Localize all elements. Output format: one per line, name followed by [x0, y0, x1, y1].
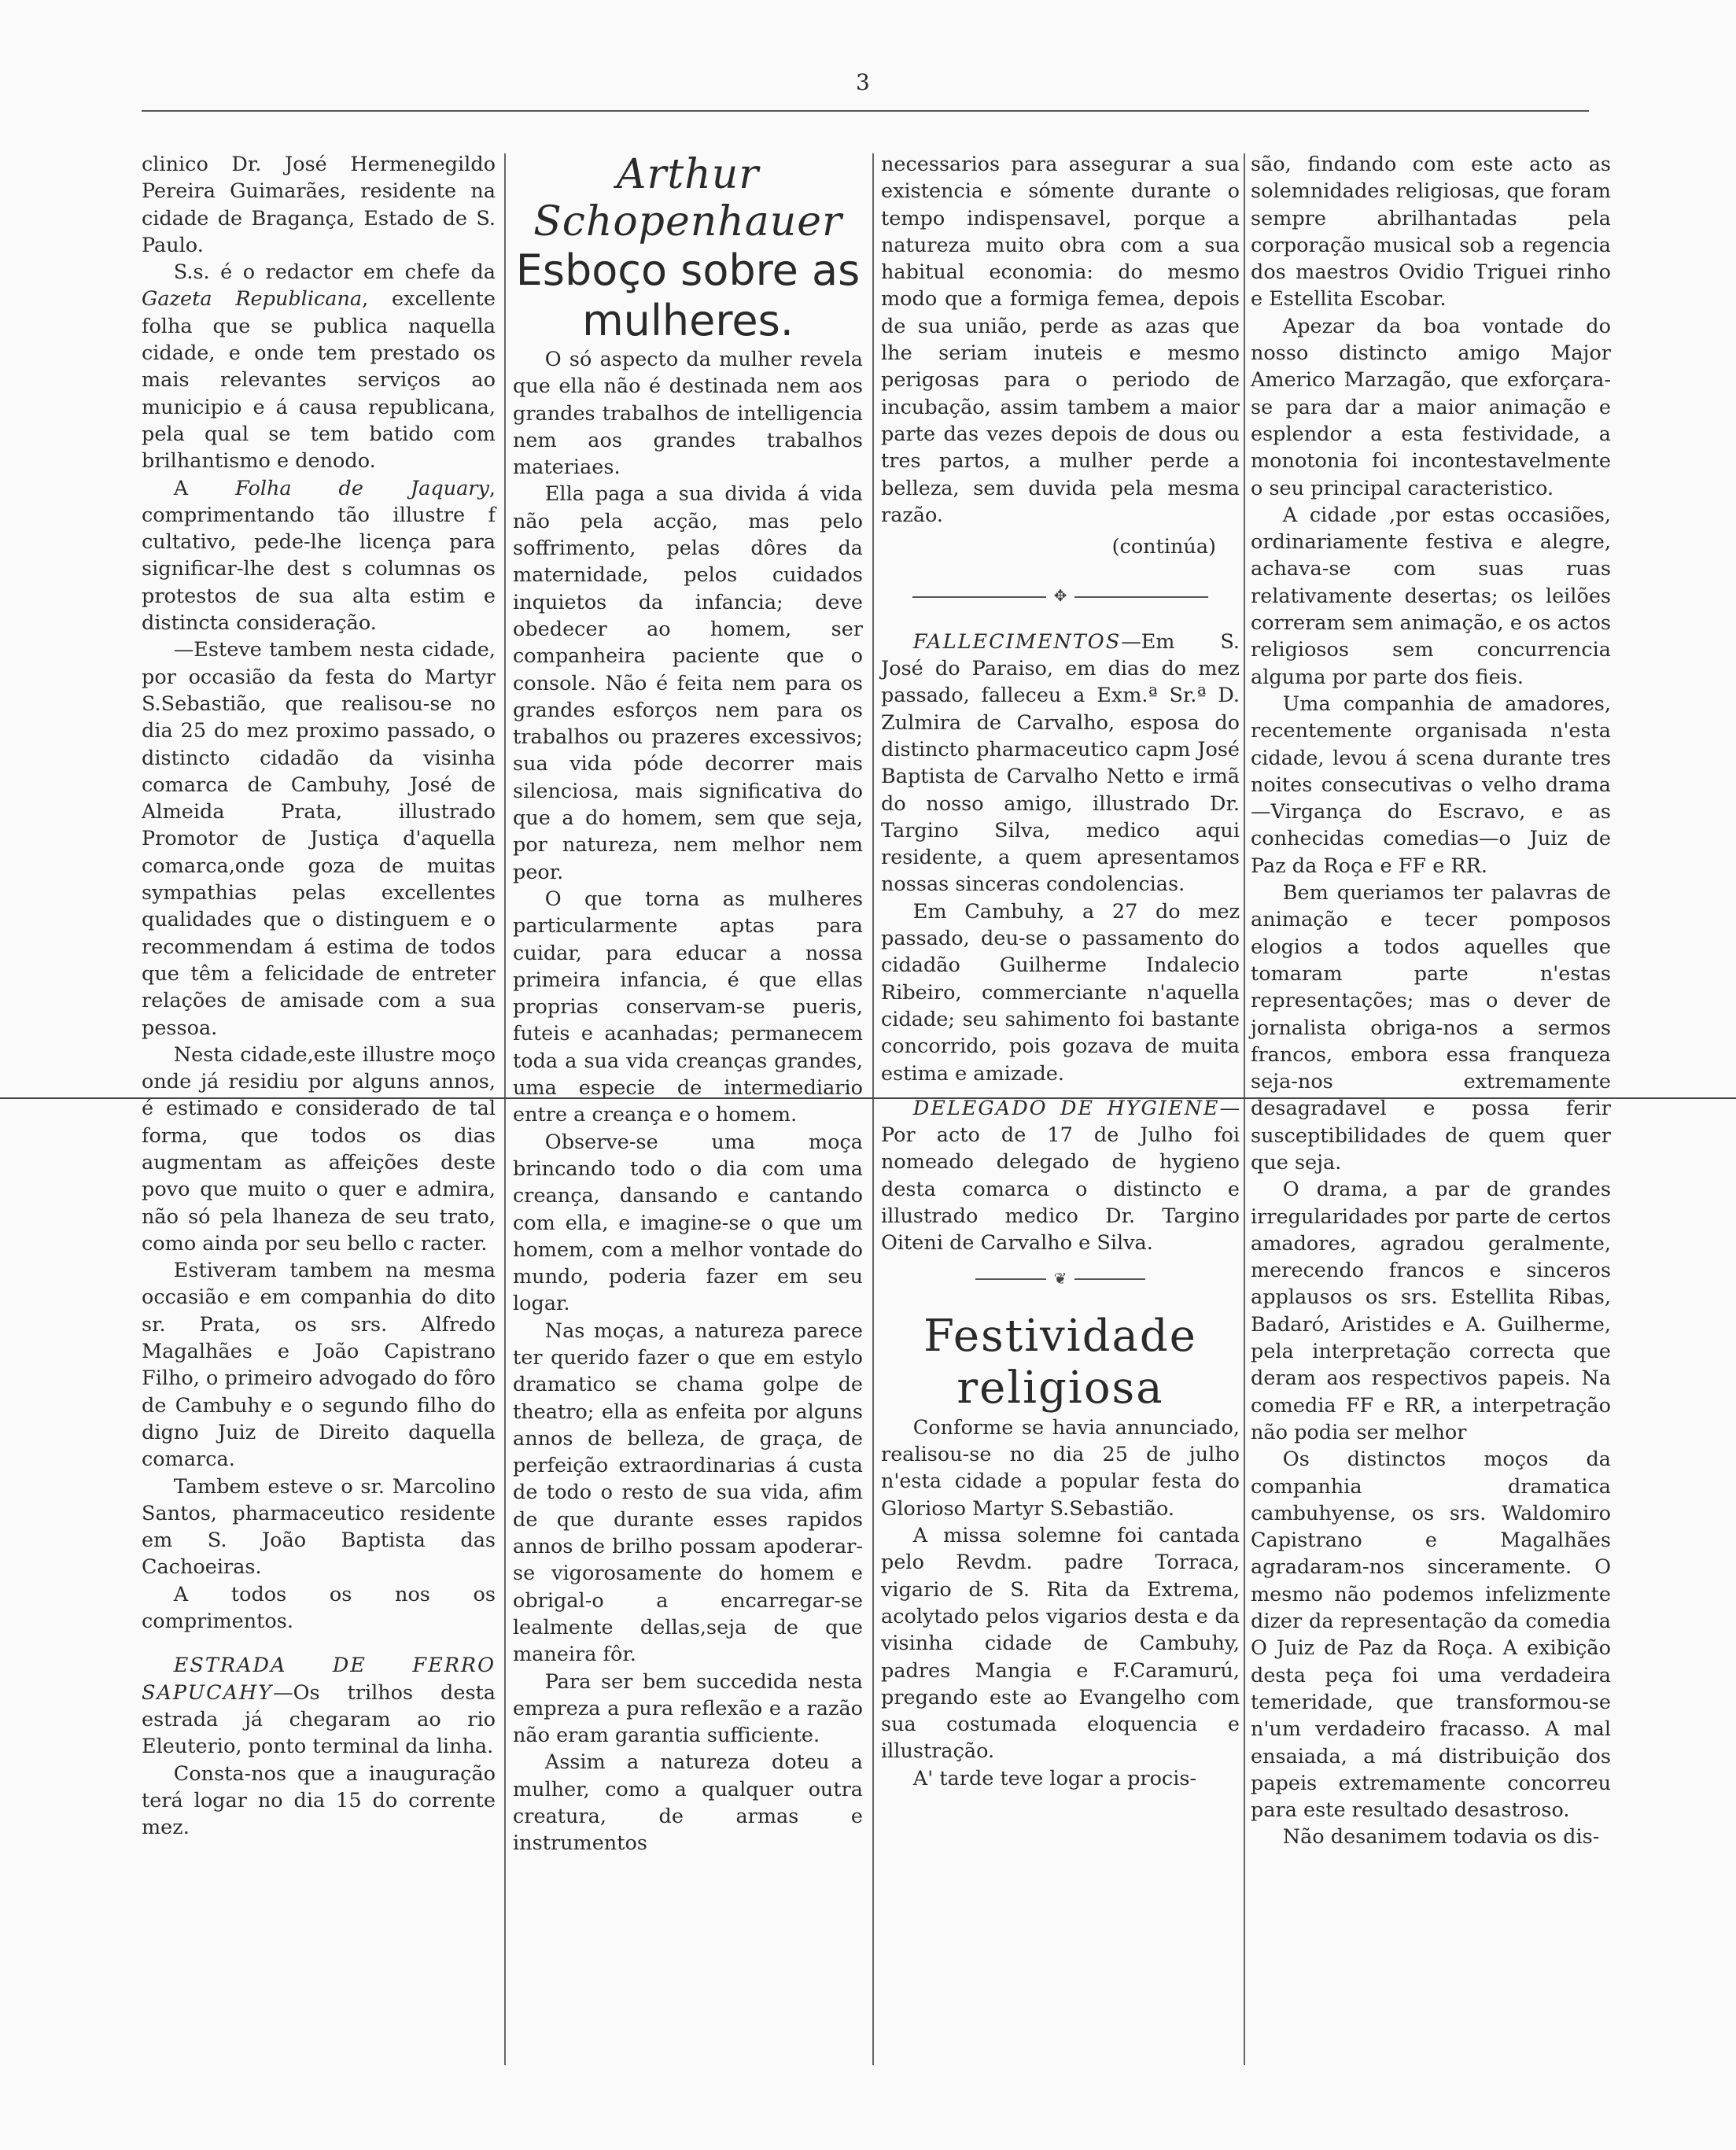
column-2: [513, 151, 863, 2071]
paragraph: Ella paga a sua divida á vida não pela acção, mas pelo soffrimento, pelas dôres da maternidade, pelos cuidados inquietos da infancia; deve obedecer ao homem, ser companheira paciente que o console. Não é feita nem para os grandes esforços nem para os trabalhos ou prazeres excessivos; sua vida póde decorrer mais silenciosa, mais significativa do que a do homem, sem que seja, por natureza, nem melhor nem peor.: [513, 482, 863, 884]
newspaper-name: Folha de Jaquary: [235, 476, 489, 500]
paragraph: O só aspecto da mulher revela que ella não é destinada nem aos grandes trabalhos de intelligencia nem aos grandes trabalhos materiaes.: [513, 348, 863, 480]
newspaper-name: Gazeta Republicana: [142, 287, 363, 312]
paragraph: A cidade ,por estas occasiões, ordinariamente festiva e alegre, achava-se com suas ruas relativamente desertas; os leilões correram sem animação, e os actos religiosos sem concurrencia alguma por parte dos fieis.: [1251, 503, 1611, 689]
column-3: [881, 151, 1240, 2071]
paragraph: Consta-nos que a inauguração terá logar no dia 15 do corrente mez.: [142, 1761, 496, 1840]
paragraph: O drama, a par de grandes irregularidades por parte de certos amadores, agradou geralmente, merecendo francos e sinceros applausos os srs. Estellita Ribas, Badaró, Aristides e A. Guilherme, pela interpretação correcta que deram aos respectivos papeis. Na comedia FF e RR, a interpetração não podia ser melhor: [1251, 1178, 1611, 1444]
paragraph: ESTRADA DE FERRO SAPUCAHY—Os trilhos desta estrada já chegaram ao rio Eleuterio, ponto terminal da linha.: [142, 1654, 496, 1759]
header-rule: [142, 110, 1589, 112]
paragraph: necessarios para assegurar a sua existencia e sómente durante o tempo indispensavel, porque a natureza muito obra com a sua habitual economia: do mesmo modo que a formiga femea, depois de sua união, perde as azas que lhe seriam inuteis e mesmo perigosas para o periodo de incubação, assim tambem a maior parte das vezes depois de dous ou tres partos, a mulher perde a belleza, sem duvida pela mesma razão.: [881, 153, 1240, 527]
column-1: [142, 151, 496, 2071]
paragraph: Nas moças, a natureza parece ter querido fazer o que em estylo dramatico se chama golpe de theatro; ella as enfeita por alguns annos de belleza, de graça, de perfeição extraordinarias á custa de todo o resto de sua vida, afim de que durante esses rapidos annos de brilho possam apoderar-se vigorosamente do homem e obrigal-o a encarregar-se lealmente dellas,seja de que maneira fôr.: [513, 1318, 863, 1667]
paragraph: Assim a natureza doteu a mulher, como a qualquer outra creatura, de armas e instrumentos: [513, 1750, 863, 1856]
paragraph: Bem queriamos ter palavras de animação e tecer pomposos elogios a todos aquelles que tomaram parte n'estas representações; mas o dever de jornalista obriga-nos a sermos francos, embora essa franqueza seja-nos extremamente desagradavel e possa ferir susceptibilidades de quem quer que seja.: [1251, 881, 1611, 1175]
paragraph: A' tarde teve logar a procis-: [912, 1766, 1197, 1790]
column-divider: [872, 153, 874, 2065]
paragraph: Conforme se havia annunciado, realisou-se no dia 25 de julho n'esta cidade a popular festa do Glorioso Martyr S.Sebastião.: [881, 1415, 1240, 1521]
paragraph: Os distinctos moços da companhia dramatica cambuhyense, os srs. Waldomiro Capistrano e Magalhães agradaram-nos sinceramente. O mesmo não podemos infelizmente dizer da representação da comedia O Juiz de Paz da Roça. A exibição desta peça foi uma verdadeira temeridade, que transformou-se n'um verdadeiro fracasso. A mal ensaiada, a má distribuição dos papeis extremamente concorreu para este resultado desastroso.: [1251, 1447, 1611, 1823]
paragraph: clinico Dr. José Hermenegildo Pereira Guimarães, residente na cidade de Bragança, Estado de S. Paulo.: [142, 153, 496, 257]
column-divider: [504, 153, 506, 2065]
paragraph: Apezar da boa vontade do nosso distincto amigo Major Americo Marzagão, que exforçara-se para dar a maior animação e esplendor a esta festividade, a monotonia foi incontestavelmente o seu principal caracteristico.: [1251, 314, 1611, 500]
article-subtitle: Esboço sobre as mulheres.: [515, 245, 861, 345]
continued-note: (continúa): [1111, 535, 1216, 559]
section-heading: FALLECIMENTOS: [912, 629, 1122, 654]
paragraph: O que torna as mulheres particularmente aptas para cuidar, para educar a nossa primeira infancia, é que ellas proprias conservam-se pueris, futeis e acanhadas; permanecem toda a sua vida creanças grandes, uma especie de intermediario entre a creança e o homem.: [513, 887, 863, 1127]
paragraph: Não desanimem todavia os dis-: [1282, 1825, 1600, 1849]
paragraph: Para ser bem succedida nesta emprezа a pura reflexão e a razão não eram garantia sufficiente.: [513, 1669, 863, 1748]
article-title: Festividade religiosa: [923, 1310, 1197, 1414]
paragraph: A Folha de Jaquary, comprimentando tão illustre f cultativo, pede-lhe licença para significar-lhe dest s columnas os protestos de sua alta estim e distincta consideração.: [142, 476, 496, 636]
paragraph: Nesta cidade,este illustre moço onde já residiu por alguns annos, é estimado e considerado de tal forma, que todos os dias augmentam as affeições deste povo que muito o quer e admira, não só pela lhaneza de seu trato, como ainda por seu bello c racter.: [142, 1042, 496, 1256]
column-divider: [1244, 153, 1245, 2065]
paragraph: A todos os nos os comprimentos.: [142, 1582, 496, 1634]
section-heading: DELEGADO DE HYGIENE: [912, 1096, 1220, 1120]
paragraph: Estiveram tambem na mesma occasião e em companhia do dito sr. Prata, os srs. Alfredo Magalhães e João Capistrano Filho, o primeiro advogado do fôro de Cambuhy e o segundo filho do digno Juiz de Direito daquella comarca.: [142, 1259, 496, 1472]
column-4: [1251, 151, 1611, 2071]
paragraph: A missa solemne foi cantada pelo Revdm. padre Torraca, vigario de S. Rita da Extrema, acolytado pelos vigarios desta e da visinha cidade de Cambuhy, padres Mangia e F.Caramurú, pregando este ao Evangelho com sua costumada eloquencia e illustração.: [881, 1524, 1240, 1764]
page-number: 3: [856, 69, 870, 95]
paragraph: DELEGADO DE HYGIENE—Por acto de 17 de Julho foi nomeado delegado de hygieno desta comarca o distincto e illustrado medico Dr. Targino Oiteni de Carvalho e Silva.: [881, 1096, 1240, 1256]
paragraph: Tambem esteve o sr. Marcolino Santos, pharmaceutico residente em S. João Baptista das Cachoeiras.: [142, 1474, 496, 1580]
ornament-divider: ❦: [881, 1265, 1240, 1292]
ornament-divider: ✥: [881, 582, 1240, 609]
section-heading: ESTRADA DE FERRO SAPUCAHY: [142, 1654, 496, 1705]
paragraph: —Esteve tambem nesta cidade, por occasião da festa do Martyr S.Sebastião, que realisou-se no dia 25 do mez proximo passado, o distincto cidadão da visinha comarca de Cambuhy, José de Almeida Prata, illustrado Promotor de Justiça d'aquella comarca,onde goza de muitas sympathias pelas excellentes qualidades que o distinguem e o recommendam á estima de todos que têm a felicidade de entreter relações de amisade com a sua pessoa.: [142, 638, 496, 1040]
paragraph: Em Cambuhy, a 27 do mez passado, deu-se o passamento do cidadão Guilherme Indalecio Ribeiro, commerciante n'aquella cidade; seu sahimento foi bastante concorrido, pois gozava de muita estima e amizade.: [881, 899, 1240, 1086]
paragraph: FALLECIMENTOS—Em S. José do Paraiso, em dias do mez passado, falleceu a Exm.ª Sr.ª D. Zulmira de Carvalho, esposa do distincto pharmaceutico capm José Baptista de Carvalho Netto e irmã do nosso amigo, illustrado Dr. Targino Silva, medico aqui residente, a quem apresentamos nossas sinceras condolencias.: [881, 629, 1240, 897]
paragraph: Observe-se uma moça brincando todo o dia com uma creança, dansando e cantando com ella, e imagine-se o que um homem, com a melhor vontade do mundo, poderia fazer em seu logar.: [513, 1130, 863, 1316]
paragraph: S.s. é o redactor em chefe da Gazeta Republicana, excellente folha que se publica naquella cidade, e onde tem prestado os mais relevantes serviços ao municipio e á causa republicana, pela qual se tem batido com brilhantismo e denodo.: [142, 260, 496, 474]
paragraph: são, findando com este acto as solemnidades religiosas, que foram sempre abrilhantadas pela corporação musical sob a regencia dos maestros Ovidio Triguei rinho e Estellita Escobar.: [1251, 153, 1611, 312]
fold-line: [0, 1097, 1736, 1099]
paragraph: Uma companhia de amadores, recentemente organisada n'esta cidade, levou á scena durante tres noites consecutivas o velho drama—Virgança do Escravo, e as conhecidas comedias—o Juiz de Paz da Roça e FF e RR.: [1251, 691, 1611, 878]
article-title: Arthur Schopenhauer: [533, 151, 842, 245]
